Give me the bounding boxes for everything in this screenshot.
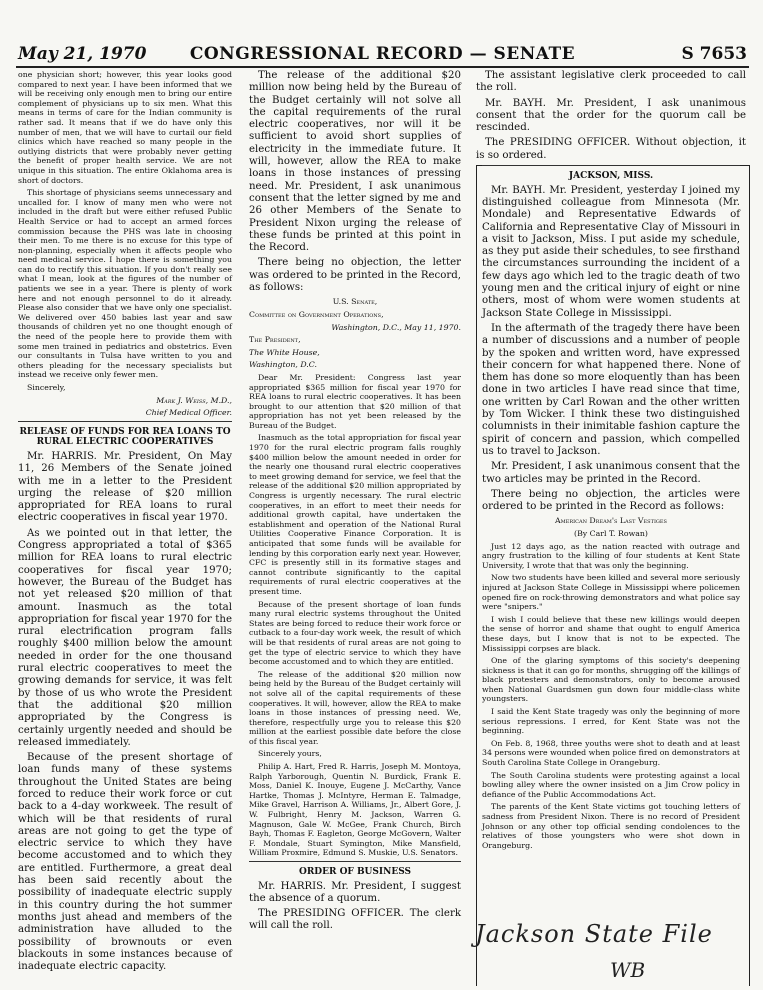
paragraph: one physician short; however, this year looks good compared to next year. I have been informed that we will be receiving only enough men to bring our entire complement of physicians up to six men. What this means in terms of care for the Indian community is rather sad. It means that if we do have only this number of men, that we will have to curtail our field clinics which have reached so many people in the outlying districts that were probably never getting the benefit of proper health service. We are not unique in this situation. The entire Oklahoma area is short of doctors. [18, 70, 232, 185]
paragraph: Mr. HARRIS. Mr. President, On May 11, 26 Members of the Senate joined with me in a letter to the President urging the release of $20 million appropriated for REA loans to rural electric cooperatives in fiscal year 1970. [18, 450, 232, 524]
letter-from-line: U.S. Senate, [332, 297, 378, 307]
paragraph: Mr. HARRIS. Mr. President, I suggest the absence of a quorum. [249, 880, 461, 904]
letter-addressee: The President, [249, 335, 301, 345]
article-byline: (By Carl T. Rowan) [574, 528, 648, 538]
paragraph: Mr. BAYH. Mr. President, yesterday I joined my distinguished colleague from Minnesota (Mr. Mondale) and Representative Edwards of California and Representative Clay of Missouri in a visit to Jackson, Miss. I put aside my schedule, as they put aside their schedules, to see firsthand the circumstances surrounding the incident of a few days ago which led to the tragic death of two young men and the critical injury of eight or nine others, most of whom were women students at Jackson State College in Mississippi. [482, 184, 740, 319]
paragraph: The PRESIDING OFFICER. The clerk will call the roll. [249, 908, 461, 932]
section-heading: ORDER OF BUSINESS [249, 861, 461, 878]
article-paragraph: I wish I could believe that these new killings would deepen the sense of horror and shame that ought to engulf America these days, but I know that is not to be expected. The Mississippi corpses are black. [482, 614, 740, 653]
handwritten-note: Jackson State File [475, 920, 713, 948]
article-paragraph: The parents of the Kent State victims got touching letters of sadness from President Nixon. There is no record of President Johnson or any other top official sending condolences to the relatives of those youngsters who were shot down in Orangeburg. [482, 802, 740, 850]
letter-closing: Sincerely yours, [258, 749, 322, 759]
letter-paragraph: Because of the present shortage of loan funds many rural electric systems throughout the United States are being forced to reduce their work force or cutback to a four-day work week, the result of which will be that residents of rural areas are not going to get the type of electric service to which they have become accustomed and to which they are entitled. [249, 599, 461, 667]
column-3 [476, 70, 746, 853]
paragraph: There being no objection, the letter was ordered to be printed in the Record, as follows: [249, 257, 461, 294]
boxed-content [476, 185, 746, 851]
letter-closing: Sincerely, [27, 383, 66, 392]
letter-signatories: Philip A. Hart, Fred R. Harris, Joseph M. Montoya, Ralph Yarborough, Quentin N. Burdick, Frank E. Moss, Daniel K. Inouye, Eugene J. McCarthy, Vance Hartke, Thomas J. McIntyre, Herman E. Talmadge, Mike Gravel, Harrison A. Williams, Jr., Albert Gore, J. W. Fulbright, Henry M. Jackson, Warren G. Magnuson, Gale W. McGee, Frank Church, Birch Bayh, Thomas F. Eagleton, George McGovern, Walter F. Mondale, Stuart Symington, Mike Mansfield, William Proxmire, Edmund S. Muskie, U.S. Senators. [249, 762, 461, 858]
letter-addressee: Washington, D.C. [249, 360, 317, 370]
letter-paragraph: Dear Mr. President: Congress last year appropriated $365 million for fiscal year 1970 for REA loans to rural electric cooperatives. It has been brought to our attention that $20 million of that appropriation has not yet been released by the Bureau of the Budget. [249, 372, 461, 430]
handwritten-initials: WB [610, 958, 646, 982]
signature-title: Chief Medical Officer. [145, 408, 232, 418]
column-1 [18, 70, 232, 976]
paragraph: The PRESIDING OFFICER. Without objection, it is so ordered. [476, 137, 746, 161]
header-page-number: S 7653 [681, 44, 747, 64]
article-paragraph: The South Carolina students were protesting against a local bowling alley where the owner insisted on a Jim Crow policy in defiance of the Public Accommodations Act. [482, 770, 740, 799]
article-paragraph: Now two students have been killed and several more seriously injured at Jackson State College in Mississippi where policemen opened fire on rock-throwing demonstrators and what police say were "snipers." [482, 573, 740, 612]
paragraph: This shortage of physicians seems unnecessary and uncalled for. I know of many men who were not included in the draft but were either refused Public Health Service or had to accept an armed forces commission because the PHS was late in choosing their men. To me there is no excuse for this type of non-planning, especially when it affects people who need medical service. I hope there is something you can do to rectify this situation. If you don't really see what I mean, look at the figures of the number of patients we see in a year. There is plenty of work here and not enough personnel to do it already. Please also consider that we have only one specialist. We delivered over 450 babies last year and saw thousands of children yet no one thought enough of the need of the people here to provide them with some men trained in pediatrics and obstetrics. Even our consultants in Tulsa have written to you and others pleading for the necessary specialists but instead we receive only fewer men. [18, 188, 232, 380]
letter-paragraph: Inasmuch as the total appropriation for fiscal year 1970 for the rural electric program falls roughly $400 million below the amount needed in order for the nearly one thousand rural electric cooperatives to meet growing demand for service, we feel that the release of the additional $20 million appropriated by Congress is urgently necessary. The rural electric cooperatives, in an effort to meet their needs for additional growth capital, have undertaken the establishment and operation of the National Rural Utilities Cooperative Finance Corporation. It is anticipated that some funds will be available for lending by this corporation early next year. However, CFC is presently still in its formative stages and cannot contribute significantly to the capital requirements of rural electric cooperatives at the present time. [249, 433, 461, 596]
letter-paragraph: The release of the additional $20 million now being held by the Bureau of the Budget certainly will not solve all of the capital requirements of these cooperatives. It will, however, allow the REA to make loans in those instances of pressing need. We, therefore, respectfully urge you to release this $20 million at the earliest possible date before the close of this fiscal year. [249, 669, 461, 746]
article-paragraph: One of the glaring symptoms of this society's deepening sickness is that it can go for months, shrugging off the killings of black protesters and demonstrators, only to become aroused when National Guardsmen gun down four middle-class white youngsters. [482, 656, 740, 704]
header-date: May 21, 1970 [18, 44, 147, 64]
article-paragraph: I said the Kent State tragedy was only the beginning of more serious repressions. I erred, for Kent State was not the beginning. [482, 707, 740, 736]
paragraph: As we pointed out in that letter, the Congress appropriated a total of $365 million for REA loans to rural electric cooperatives for fiscal year 1970; however, the Bureau of the Budget has not yet released $20 million of that amount. Inasmuch as the total appropriation for fiscal year 1970 for the rural electrification program falls roughly $400 million below the amount needed in order for the one thousand rural electric cooperatives to meet the growing demands for service, it was felt by those of us who wrote the President that the additional $20 million appropriated by the Congress is certainly urgently needed and should be released immediately. [18, 527, 232, 748]
letter-addressee: The White House, [249, 347, 320, 357]
header-title: CONGRESSIONAL RECORD — SENATE [189, 44, 576, 64]
paragraph: Mr. BAYH. Mr. President, I ask unanimous consent that the order for the quorum call be rescinded. [476, 97, 746, 134]
letter-date-line: Washington, D.C., May 11, 1970. [331, 322, 461, 332]
column-2 [249, 70, 461, 936]
paragraph: Mr. President, I ask unanimous consent that the two articles may be printed in the Record. [482, 461, 740, 485]
paragraph: The assistant legislative clerk proceeded to call the roll. [476, 70, 746, 94]
article-title: American Dream's Last Vestiges [555, 516, 667, 526]
section-heading: RELEASE OF FUNDS FOR REA LOANS TO RURAL ELECTRIC COOPERATIVES [18, 421, 232, 448]
paragraph: In the aftermath of the tragedy there have been a number of discussions and a number of people by the spoken and written word, have expressed their concern for what happened there. None of them has done so more eloquently than has been done in two articles I have read since that time, one written by Carl Rowan and the other written by Tom Wicker. I think these two distinguished columnists in their inimitable fashion capture the spirit of concern and passion, which compelled us to travel to Jackson. [482, 322, 740, 457]
article-paragraph: On Feb. 8, 1968, three youths were shot to death and at least 34 persons were wounded when police fired on demonstrators at South Carolina State College in Orangeburg. [482, 738, 740, 768]
signature-name: Mark J. Weiss, M.D., [156, 395, 232, 405]
paragraph: The release of the additional $20 million now being held by the Bureau of the Budget certainly will not solve all the capital requirements of the rural electric cooperatives, nor will it be sufficient to avoid short supplies of electricity in the immediate future. It will, however, allow the REA to make loans in those instances of pressing need. Mr. President, I ask unanimous consent that the letter signed by me and 26 other Members of the Senate to President Nixon urging the release of these funds be printed at this point in the Record. [249, 70, 461, 254]
paragraph: There being no objection, the articles were ordered to be printed in the Record as follows: [482, 488, 740, 513]
page-header [16, 44, 749, 68]
paragraph: Because of the present shortage of loan funds many of these systems throughout the United States are being forced to reduce their work force or cut back to a 4-day workweek. The result of which will be that residents of rural areas are not going to get the type of electric service to which they have become accustomed and to which they are entitled. Furthermore, a great deal has been said recently about the possibility of inadequate electric supply in this country during the hot summer months just ahead and members of the administration have alluded to the possibility of brownouts or even blackouts in some instances because of inadequate electric capacity. [18, 752, 232, 973]
letter-from-line: Committee on Government Operations, [249, 309, 384, 319]
article-paragraph: Just 12 days ago, as the nation reacted with outrage and angry frustration to the killing of four students at Kent State University, I wrote that that was only the beginning. [482, 541, 740, 570]
section-heading: JACKSON, MISS. [482, 165, 740, 182]
